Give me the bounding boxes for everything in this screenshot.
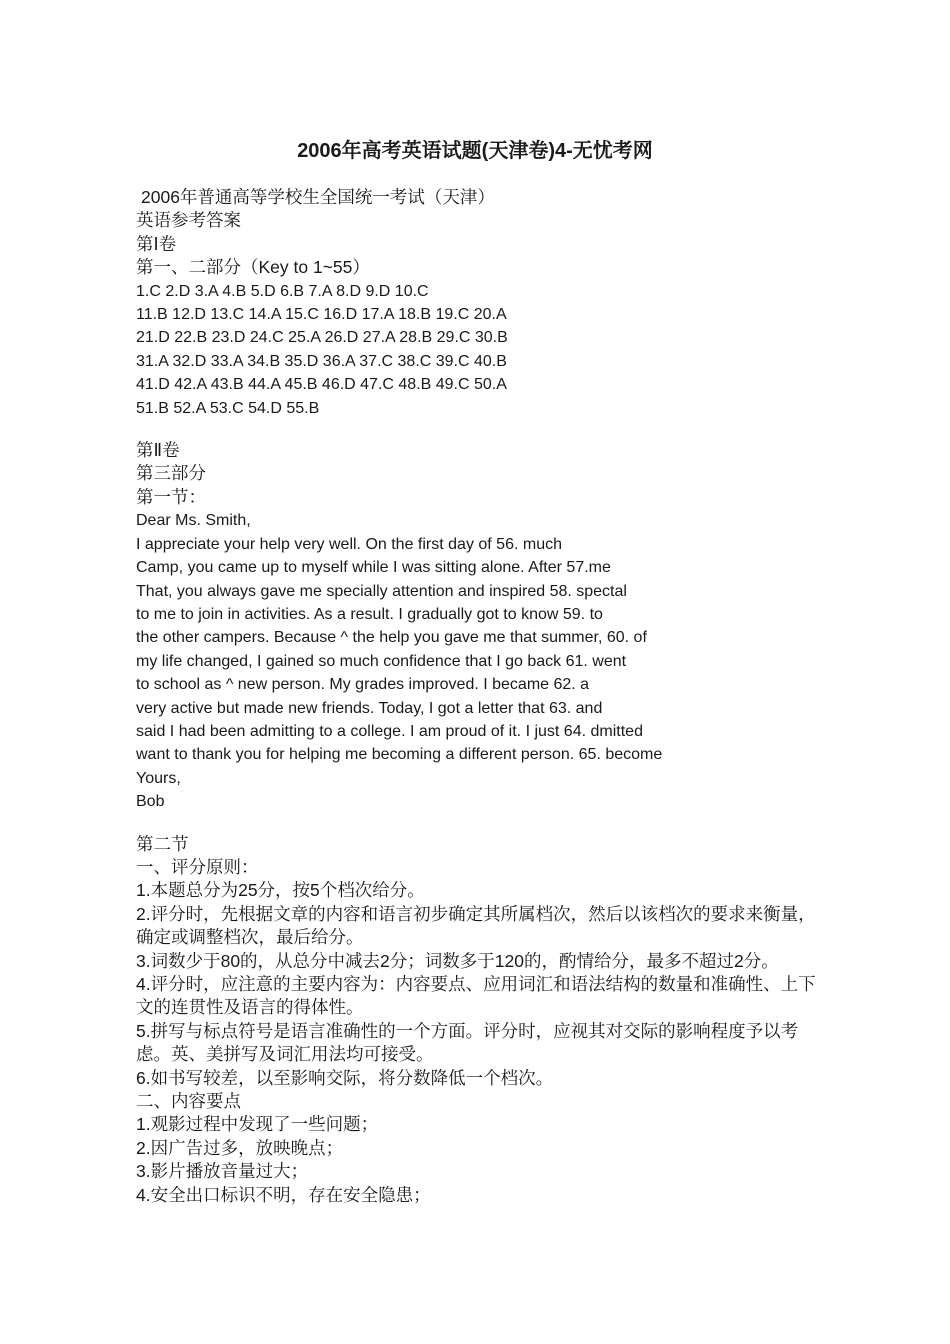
letter-line: want to thank you for helping me becoming a different person. 65. become [136, 746, 663, 764]
principle-item: 5.拼写与标点符号是语言准确性的一个方面。评分时，应视其对交际的影响程度予以考虑。英、美拼写及词汇用法均可接受。 [136, 1020, 799, 1065]
answer-row: 21.D 22.B 23.D 24.C 25.A 26.D 27.A 28.B 29.C 30.B [136, 329, 508, 347]
letter-line: That, you always gave me specially attention and inspired 58. spectal [136, 582, 627, 600]
answer-row: 41.D 42.A 43.B 44.A 45.B 46.D 47.C 48.B 49.C 50.A [136, 376, 507, 394]
document-title: 2006年高考英语试题(天津卷)4-无忧考网 [297, 140, 653, 162]
principle-item: 1.本题总分为25分，按5个档次给分。 [136, 880, 425, 901]
content-point: 4.安全出口标识不明，存在安全隐患； [136, 1184, 431, 1205]
content-point: 2.因广告过多，放映晚点； [136, 1137, 344, 1158]
principle-item: 2.评分时，先根据文章的内容和语言初步确定其所属档次，然后以该档次的要求来衡量，确定或调整档次，最后给分。 [136, 903, 816, 948]
part-one-two-heading: 第一、二部分（Key to 1~55） [136, 257, 370, 278]
blank-line [136, 420, 816, 439]
section-one-heading: 第一节： [136, 486, 206, 507]
content-point: 3.影片播放音量过大； [136, 1161, 309, 1182]
part-three-heading: 第三部分 [136, 463, 206, 484]
principle-item: 6.如书写较差，以至影响交际，将分数降低一个档次。 [136, 1067, 554, 1088]
answer-key-heading: 英语参考答案 [136, 210, 241, 231]
answer-row: 31.A 32.D 33.A 34.B 35.D 36.A 37.C 38.C 39.C 40.B [136, 352, 507, 370]
letter-line: I appreciate your help very well. On the first day of 56. much [136, 535, 562, 553]
exam-title-line: 2006年普通高等学校生全国统一考试（天津） [141, 187, 495, 207]
letter-line: Camp, you came up to myself while I was sitting alone. After 57.me [136, 559, 611, 577]
content-points-heading: 二、内容要点 [136, 1091, 241, 1112]
answer-row: 51.B 52.A 53.C 54.D 55.B [136, 399, 320, 417]
letter-line: Bob [136, 793, 165, 811]
letter-line: to school as ^ new person. My grades improved. I became 62. a [136, 676, 590, 694]
content-point: 1.观影过程中发现了一些问题； [136, 1114, 379, 1135]
letter-line: to me to join in activities. As a result. I gradually got to know 59. to [136, 605, 603, 623]
letter-line: the other campers. Because ^ the help you gave me that summer, 60. of [136, 629, 647, 647]
letter-line: Yours, [136, 769, 181, 787]
blank-line [136, 814, 816, 833]
letter-line: my life changed, I gained so much confidence that I go back 61. went [136, 652, 627, 670]
letter-line: said I had been admitting to a college. I am proud of it. I just 64. dmitted [136, 722, 643, 740]
volume-one-heading: 第Ⅰ卷 [136, 233, 177, 254]
answer-row: 1.C 2.D 3.A 4.B 5.D 6.B 7.A 8.D 9.D 10.C [136, 282, 429, 300]
principles-heading: 一、评分原则： [136, 856, 259, 877]
answer-row: 11.B 12.D 13.C 14.A 15.C 16.D 17.A 18.B 19.C 20.A [136, 306, 507, 324]
letter-line: very active but made new friends. Today, I got a letter that 63. and [136, 699, 603, 717]
principle-item: 4.评分时，应注意的主要内容为：内容要点、应用词汇和语法结构的数量和准确性、上下文的连贯性及语言的得体性。 [136, 974, 816, 1018]
letter-line: Dear Ms. Smith, [136, 512, 251, 530]
principle-item: 3.词数少于80的，从总分中减去2分；词数多于120的，酌情给分，最多不超过2分。 [136, 950, 779, 971]
document-body [136, 186, 816, 1207]
section-two-heading: 第二节 [136, 833, 189, 854]
volume-two-heading: 第Ⅱ卷 [136, 440, 180, 461]
